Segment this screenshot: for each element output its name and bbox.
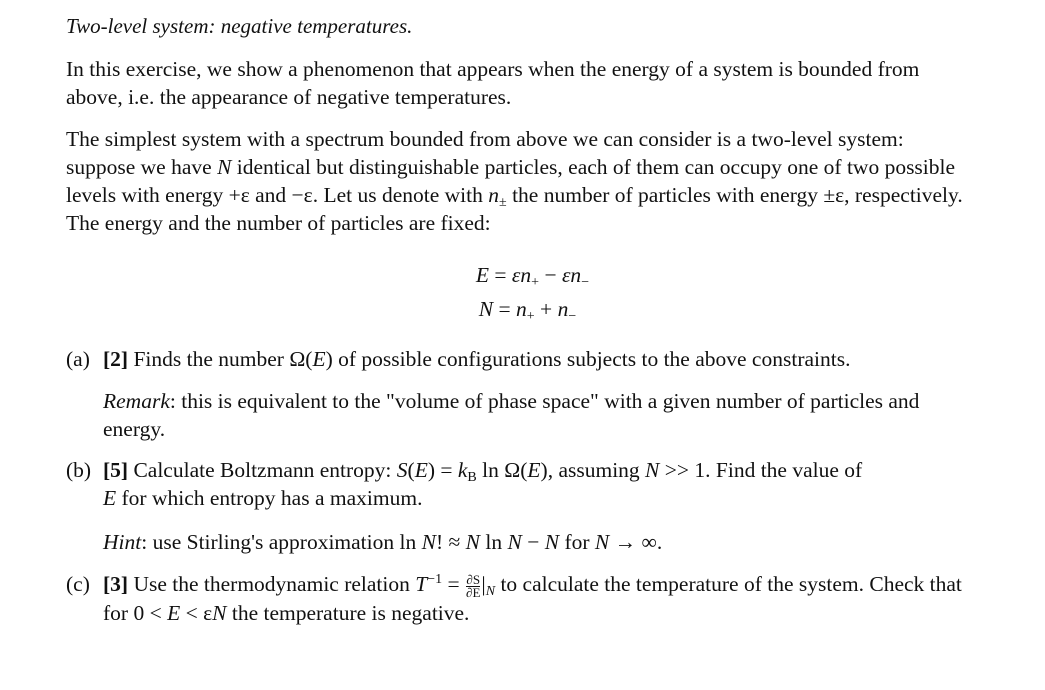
item-label: (c) [66,572,90,596]
item-body: [5] Calculate Boltzmann entropy: $S(E) = k_B$ ln Ω(E), assuming N >> 1. Find the value of E for which entropy has a maximum. [103,458,863,510]
intro-paragraph: In this exercise, we show a phenomenon that appears when the energy of a system is bounded from above, i.e. the appearance of negative temperatures. [66,57,920,109]
hint-paragraph: Hint: use Stirling's approximation ln N! ≈ N ln N − N for N → ∞. [103,530,663,554]
points-badge: [3] [103,572,129,596]
partial-derivative-fraction: $\frac{\partial S}{\partial E}$ [466,571,481,600]
item-label: (a) [66,347,90,371]
points-badge: [2] [103,347,129,371]
exercise-title: Two-level system: negative temperatures. [66,14,413,38]
setup-paragraph: The simplest system with a spectrum bounded from above we can consider is a two-level system: suppose we have N identical but distinguishable particles, each of them can occupy one of two possible levels with energy +ε and −ε. Let us denote with $n_\pm$ the number of particles with energy ±ε, respectively. The energy and the number of particles are fixed: [66,127,963,235]
number-equation: $N = n_+ + n_-$ [478,297,577,324]
energy-equation: $E = \varepsilon n_+ - \varepsilon n_-$ [475,263,590,290]
item-label: (b) [66,458,92,482]
item-body: [3] Use the thermodynamic relation $T^{-1}$ = $\frac{\partial S}{\partial E}$ $|_N$ to calculate the temperature of the system. Check that for 0 < E < εN the temperature is negative. [103,571,962,625]
points-badge: [5] [103,458,129,482]
remark-paragraph: Remark: this is equivalent to the "volume of phase space" with a given number of particles and energy. [103,389,920,441]
item-body: [2] Finds the number Ω(E) of possible configurations subjects to the above constraints. [103,347,851,371]
